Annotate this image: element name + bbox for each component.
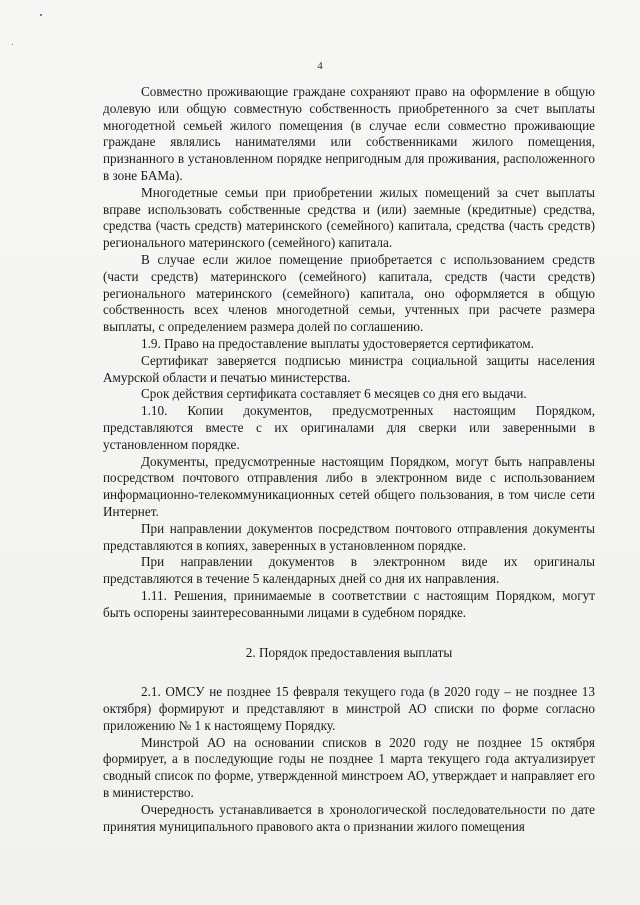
scan-speck <box>40 14 42 16</box>
scan-speck <box>12 44 13 45</box>
paragraph: 1.9. Право на предоставление выплаты удостоверяется сертификатом. <box>141 335 534 351</box>
paragraph: При направлении документов посредством почтового отправления документы представляются в копиях, заверенных в установленном порядке. <box>103 520 595 553</box>
paragraph: В случае если жилое помещение приобретается с использованием средств (части средств) материнского (семейного) капитала, средств (части средств) регионального материнского (семейного) капитала, оно оформляется в общую собственность всех членов многодетной семьи, учтенных при расчете размера выплаты, с определением размера долей по соглашению. <box>103 251 595 335</box>
paragraph: Многодетные семьи при приобретении жилых помещений за счет выплаты вправе использовать собственные средства и (или) заемные (кредитные) средства, средства (часть средств) материнского (семейного) капитала, средства (часть средств) регионального материнского (семейного) капитала. <box>103 184 595 251</box>
paragraph: Минстрой АО на основании списков в 2020 году не позднее 15 октября формирует, а в последующие годы не позднее 1 марта текущего года актуализирует сводный список по форме, утвержденной минстроем АО, утверждает и направляет его в министерство. <box>103 734 595 801</box>
document-body <box>103 84 595 835</box>
paragraph: Документы, предусмотренные настоящим Порядком, могут быть направлены посредством почтового отправления либо в электронном виде с использованием информационно-телекоммуникационных сетей общего пользования, в том числе сети Интернет. <box>103 453 595 519</box>
paragraph: 1.11. Решения, принимаемые в соответствии с настоящим Порядком, могут быть оспорены заинтересованными лицами в судебном порядке. <box>103 587 595 620</box>
paragraph: При направлении документов в электронном виде их оригиналы представляются в течение 5 календарных дней со дня их направления. <box>103 554 595 587</box>
page-number: 4 <box>317 60 323 72</box>
paragraph: Совместно проживающие граждане сохраняют право на оформление в общую долевую или общую совместную собственность приобретенного за счет выплаты многодетной семьей жилого помещения (в случае если совместно проживающие граждане являлись нанимателями или собственниками жилого помещения, признанного в установленном порядке непригодным для проживания, расположенного в зоне БАМа). <box>103 84 595 183</box>
section-heading: 2. Порядок предоставления выплаты <box>245 644 453 660</box>
paragraph: 1.10. Копии документов, предусмотренных настоящим Порядком, представляются вместе с их оригиналами для сверки или заверенными в установленном порядке. <box>103 403 595 452</box>
paragraph: Очередность устанавливается в хронологической последовательности по дате принятия муниципального правового акта о признании жилого помещения <box>103 801 595 834</box>
paragraph: 2.1. ОМСУ не позднее 15 февраля текущего года (в 2020 году – не позднее 13 октября) формируют и представляют в минстрой АО списки по форме согласно приложению № 1 к настоящему Порядку. <box>103 684 595 733</box>
paragraph: Сертификат заверяется подписью министра социальной защиты населения Амурской области и печатью министерства. <box>103 352 595 385</box>
paragraph: Срок действия сертификата составляет 6 месяцев со дня его выдачи. <box>141 386 527 402</box>
